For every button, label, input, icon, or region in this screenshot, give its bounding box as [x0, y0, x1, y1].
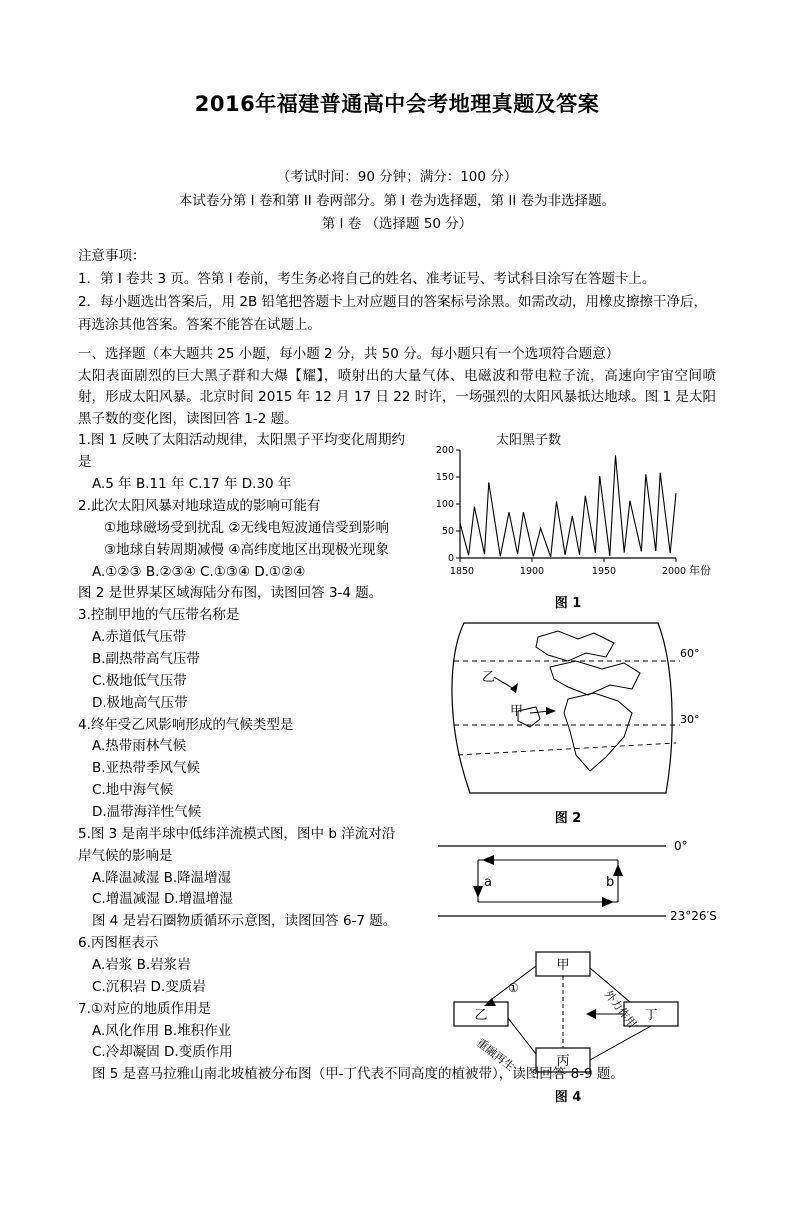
y-tick: 100: [435, 499, 454, 511]
annotation-remelt: 重融再生: [474, 1036, 517, 1074]
notice-item: 1．第 I 卷共 3 页。答第 I 卷前，考生务必将自己的姓名、准考证号、考试科目涂写在答题卡上。: [78, 270, 656, 287]
region-map: [418, 615, 718, 805]
question-3-stem: 3.控制甲地的气压带名称是: [78, 607, 240, 624]
question-2-option-line: ①地球磁场受到扰乱 ②无线电短波通信受到影响: [104, 519, 389, 536]
figure-1: [418, 430, 718, 611]
annotation-circle-1: ①: [508, 981, 519, 996]
question-4-stem: 4.终年受乙风影响形成的气候类型是: [78, 716, 294, 733]
figure-1-caption: 图 1: [554, 596, 582, 612]
x-tick: 2000: [661, 566, 687, 578]
question-4-option: C.地中海气候: [92, 782, 174, 799]
lead-fig2: 图 2 是世界某区域海陆分布图，读图回答 3-4 题。: [78, 585, 383, 602]
question-3-option: B.副热带高气压带: [92, 650, 201, 667]
x-axis-unit: 年份: [689, 564, 711, 578]
y-tick: 200: [435, 445, 454, 457]
y-tick: 0: [447, 553, 454, 565]
box-yi: 乙: [474, 1008, 488, 1024]
notice-heading: 注意事项：: [78, 247, 146, 264]
current-label-b: b: [606, 875, 615, 891]
figure-2-caption: 图 2: [554, 811, 582, 827]
figure-3: [418, 830, 718, 940]
question-7-option: C.冷却凝固 D.变质作用: [92, 1044, 233, 1061]
question-4-option: B.亚热带季风气候: [92, 760, 201, 777]
question-7-option: A.风化作用 B.堆积作业: [92, 1022, 232, 1039]
question-3-option: A.赤道低气压带: [92, 629, 187, 646]
notice-block: [78, 245, 716, 337]
question-5-option: C.增温减湿 D.增温增湿: [92, 891, 233, 908]
exam-info-line: 本试卷分第 I 卷和第 II 卷两部分。第 I 卷为选择题，第 II 卷为非选择题。: [178, 192, 616, 209]
annotation-external-force: 外力作用: [601, 988, 639, 1031]
exam-info: [78, 166, 716, 237]
questions-column: [78, 430, 408, 1064]
tropic-label: 23°26′S: [670, 909, 717, 924]
figures-column: [418, 430, 718, 1109]
question-6-stem: 6.丙图框表示: [78, 935, 159, 952]
question-3-option: C.极地低气压带: [92, 672, 187, 689]
question-4-option: A.热带雨林气候: [92, 738, 187, 755]
exam-info-line: （考试时间：90 分钟；满分：100 分）: [276, 169, 518, 185]
figure-2: [418, 615, 718, 826]
current-diagram: [418, 830, 718, 940]
question-4-option: D.温带海洋性气候: [92, 803, 202, 820]
box-jia: 甲: [556, 958, 570, 974]
map-label-jia: 甲: [510, 704, 524, 720]
rock-cycle-diagram: [418, 944, 718, 1084]
box-ding: 丁: [644, 1008, 658, 1024]
lead-fig5: 图 5 是喜马拉雅山南北坡植被分布图（甲-丁代表不同高度的植被带），读图回答 8-9 题。: [92, 1066, 624, 1083]
equator-label: 0°: [674, 839, 688, 854]
section-one-heading: 一、选择题（本大题共 25 小题，每小题 2 分，共 50 分。每小题只有一个选项符合题意）: [78, 345, 620, 362]
x-tick: 1850: [449, 566, 475, 578]
lat-label-30: 30°: [680, 713, 700, 727]
lead-fig4: 图 4 是岩石圈物质循环示意图，读图回答 6-7 题。: [92, 913, 397, 930]
exam-info-line: 第 I 卷 （选择题 50 分）: [321, 216, 473, 233]
question-2-option-line: A.①②③ B.②③④ C.①③④ D.①②④: [92, 563, 306, 580]
question-6-option: C.沉积岩 D.变质岩: [92, 978, 206, 995]
question-6-option: A.岩浆 B.岩浆岩: [92, 956, 191, 973]
notice-item: 2．每小题选出答案后，用 2B 铅笔把答题卡上对应题目的答案标号涂黑。如需改动，用橡皮擦擦干净后，再选涂其他答案。答案不能答在试题上。: [78, 293, 708, 333]
figure-4-caption: 图 4: [554, 1090, 582, 1106]
box-bing: 丙: [556, 1054, 570, 1070]
question-3-option: D.极地高气压带: [92, 694, 188, 711]
exam-page: [0, 88, 794, 1211]
x-tick: 1950: [591, 566, 617, 578]
page-title: 2016年福建普通高中会考地理真题及答案: [194, 92, 600, 116]
question-2-stem: 2.此次太阳风暴对地球造成的影响可能有: [78, 497, 321, 514]
question-7-stem: 7.①对应的地质作用是: [78, 1000, 211, 1017]
figure-4: [418, 944, 718, 1105]
question-1-stem: 1.图 1 反映了太阳活动规律，太阳黑子平均变化周期约是: [78, 432, 406, 471]
y-tick: 150: [435, 472, 454, 484]
question-2-option-line: ③地球自转周期减慢 ④高纬度地区出现极光现象: [104, 541, 389, 558]
question-5-option: A.降温减湿 B.降温增湿: [92, 869, 232, 886]
sunspot-chart: [418, 430, 718, 590]
intro-paragraph: 太阳表面剧烈的巨大黑子群和大爆【耀】，喷射出的大量气体、电磁波和带电粒子流，高速向宇宙空间喷射，形成太阳风暴。北京时间 2015 年 12 月 17 日 22 时许，一场强烈的太阳风暴抵达地球。图 1 是太阳黑子数的变化图，读图回答 1-2 题。: [78, 367, 716, 427]
current-label-a: a: [484, 875, 492, 891]
question-1-options: A.5 年 B.11 年 C.17 年 D.30 年: [92, 476, 292, 493]
chart-title: 太阳黑子数: [496, 433, 562, 449]
y-tick: 50: [441, 526, 454, 538]
x-tick: 1900: [519, 566, 545, 578]
map-label-yi: 乙: [482, 670, 496, 686]
question-5-stem: 5.图 3 是南半球中低纬洋流模式图，图中 b 洋流对沿岸气候的影响是: [78, 825, 396, 864]
lat-label-60: 60°: [680, 647, 700, 661]
